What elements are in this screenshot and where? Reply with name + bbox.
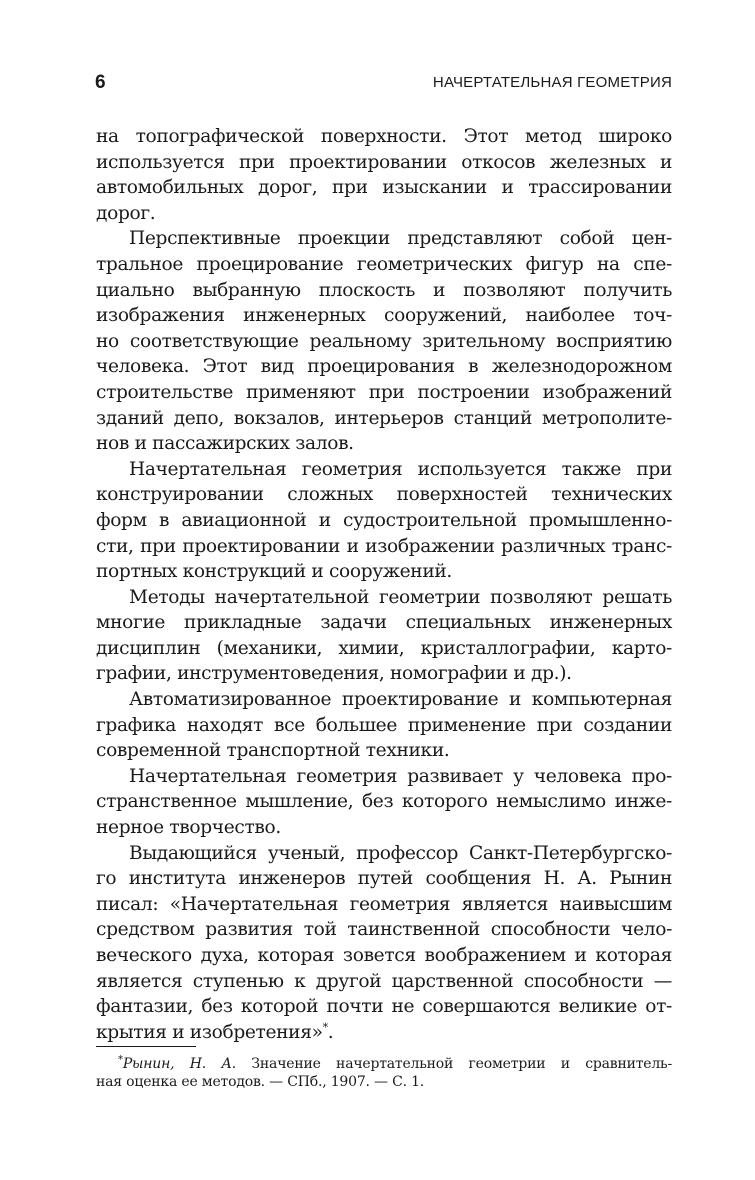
paragraph (96, 124, 672, 226)
text-line (96, 969, 672, 995)
text-line-content: изображения инженерных сооружений, наиболее точ- (96, 305, 672, 327)
text-line-content: Методы начертательной геометрии позволяют решать (129, 586, 672, 608)
text-line-content: Выдающийся ученый, профессор Санкт-Петербургско- (129, 842, 672, 864)
text-line (96, 713, 672, 739)
text-line-content: дисциплин (механики, химии, кристаллографии, карто- (96, 637, 672, 659)
body-text (96, 124, 672, 1045)
text-line (96, 406, 672, 432)
text-line-content: странственное мышление, без которого немыслимо инже- (96, 791, 672, 813)
text-line (96, 380, 672, 406)
text-line (96, 943, 672, 969)
text-line (96, 687, 672, 713)
text-line-content: зданий депо, вокзалов, интерьеров станций метрополите- (96, 407, 672, 429)
text-line (96, 124, 672, 150)
text-line-content: конструировании сложных поверхностей технических (96, 484, 672, 506)
footnote-line-1 (96, 1055, 672, 1073)
text-line (96, 841, 672, 867)
text-line (96, 457, 672, 483)
text-line (96, 329, 672, 355)
text-line (96, 150, 672, 176)
text-line (96, 585, 672, 611)
footnote (96, 1055, 672, 1091)
text-line (96, 789, 672, 815)
text-line (96, 610, 672, 636)
text-line-content: человека. Этот вид проецирования в железнодорожном (96, 356, 672, 378)
text-line (96, 636, 672, 662)
text-line (96, 559, 672, 585)
text-line-content: современной транспортной техники. (96, 740, 450, 762)
footnote-text: Значение начертательной геометрии и сравнитель- (236, 1056, 672, 1072)
paragraph (96, 687, 672, 764)
text-line (96, 303, 672, 329)
text-line (96, 252, 672, 278)
text-line (96, 738, 672, 764)
text-line (96, 917, 672, 943)
text-line-content: портных конструкций и сооружений. (96, 561, 452, 583)
text-line (96, 508, 672, 534)
text-line (96, 226, 672, 252)
text-line-content: тральное проецирование геометрических фигур на спе- (96, 253, 672, 275)
paragraph (96, 226, 672, 456)
footnote-author: Рынин, Н. А. (122, 1056, 237, 1072)
text-line (96, 661, 672, 687)
footnote-reference: * (322, 1020, 328, 1034)
text-line (96, 1020, 672, 1046)
footnote-line-2: ная оценка ее методов. — СПб., 1907. — С. 1. (96, 1074, 425, 1090)
text-line-content: является ступенью к другой царственной способности — (96, 970, 672, 992)
paragraph (96, 764, 672, 841)
text-line-content: дорог. (96, 202, 156, 224)
text-line-content: строительстве применяют при построении изображений (96, 381, 672, 403)
text-line-content: Перспективные проекции представляют собой цен- (129, 228, 672, 250)
text-line-content: циально выбранную плоскость и позволяют получить (96, 279, 672, 301)
paragraph (96, 457, 672, 585)
text-line (96, 201, 672, 227)
text-line-content: используется при проектировании откосов железных и (96, 151, 672, 173)
text-line (96, 534, 672, 560)
footnote-mark: * (118, 1054, 123, 1066)
text-line-content: веческого духа, которая зовется воображением и которая (96, 945, 672, 966)
text-line (96, 354, 672, 380)
paragraph (96, 841, 672, 1046)
text-line-content: сти, при проектировании и изображении различных транс- (96, 535, 672, 557)
text-line-content: на топографической поверхности. Этот метод широко (96, 126, 672, 147)
text-line-content: нов и пассажирских залов. (96, 433, 354, 455)
text-line (96, 482, 672, 508)
text-line-content: го института инженеров путей сообщения Н. А. Рынин (96, 868, 672, 890)
text-line-content: форм в авиационной и судостроительной промышленно- (96, 509, 672, 531)
text-line-content: графика находят все большее применение при создании (96, 714, 672, 736)
text-line-content: писал: «Начертательная геометрия является наивысшим (96, 893, 672, 915)
text-line-content: нерное творчество. (96, 817, 281, 839)
running-title: НАЧЕРТАТЕЛЬНАЯ ГЕОМЕТРИЯ (432, 74, 672, 91)
text-line-content: многие прикладные задачи специальных инженерных (96, 612, 672, 634)
text-line (96, 892, 672, 918)
text-line-content: Начертательная геометрия развивает у человека про- (129, 765, 672, 787)
trailing-punctuation: . (327, 1021, 334, 1043)
text-line (96, 764, 672, 790)
text-line (96, 866, 672, 892)
text-line-content: крытия и изобретения» (96, 1021, 323, 1043)
text-line-content: Автоматизированное проектирование и компьютерная (129, 689, 672, 711)
text-line-content: автомобильных дорог, при изыскании и трассировании (96, 177, 672, 199)
text-line (96, 815, 672, 841)
text-line-content: Начертательная геометрия используется также при (129, 458, 672, 480)
text-line (96, 431, 672, 457)
text-line-content: графии, инструментоведения, номографии и др.). (96, 663, 572, 685)
text-line (96, 278, 672, 304)
footnote-divider (96, 1046, 196, 1047)
paragraph (96, 585, 672, 687)
text-line-content: средством развития той таинственной способности чело- (96, 919, 672, 941)
page-number: 6 (95, 72, 106, 93)
text-line-content: но соответствующие реальному зрительному восприятию (96, 330, 672, 352)
text-line (96, 994, 672, 1020)
text-line (96, 175, 672, 201)
text-line-content: фантазии, без которой почти не совершаются великие от- (96, 996, 672, 1018)
